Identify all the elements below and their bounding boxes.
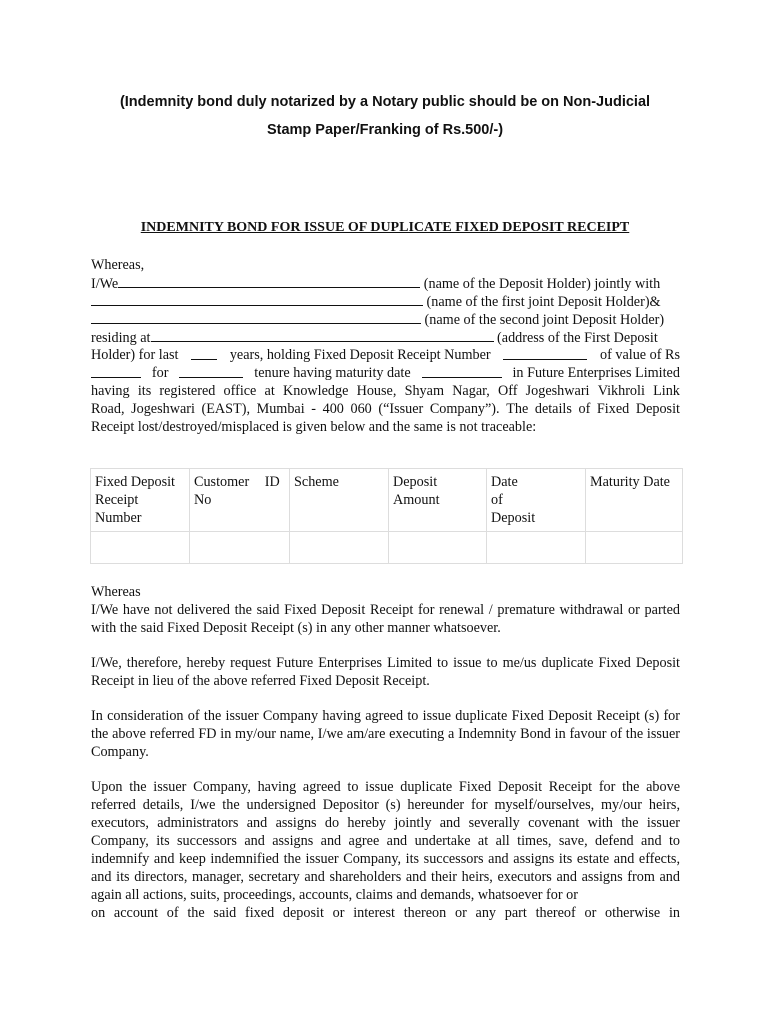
scheme-cell[interactable] <box>290 532 389 564</box>
holder-for-last-label: Holder) for last <box>91 347 179 363</box>
header-text: Number <box>95 510 142 526</box>
paragraph-consideration: In consideration of the issuer Company having agreed to issue duplicate Fixed Deposit Receipt (s) for the above referred FD in my/our name, I/we am/are executing a Indemnity Bond in favour of the issuer Company. <box>91 708 680 760</box>
word: Deposit <box>635 401 680 417</box>
address-label: (address of the First Deposit <box>497 330 658 346</box>
maturity-date-blank[interactable] <box>422 364 502 378</box>
word: thereof <box>535 905 576 921</box>
word: in <box>668 905 680 921</box>
word: office <box>223 383 257 399</box>
word: details <box>534 401 572 417</box>
table-row <box>91 532 683 564</box>
word: Jogeshwari <box>525 383 590 399</box>
word: Jogeshwari <box>131 401 195 417</box>
header-text: Scheme <box>294 474 339 490</box>
word: The <box>506 401 529 417</box>
word: Fixed <box>596 401 630 417</box>
word: 400 <box>322 401 344 417</box>
word: otherwise <box>605 905 661 921</box>
word: (“Issuer <box>378 401 424 417</box>
customer-id-cell[interactable] <box>190 532 290 564</box>
header-fd-receipt-number <box>91 469 190 532</box>
deposit-date-cell[interactable] <box>487 532 586 564</box>
header-text: Deposit <box>491 510 536 526</box>
word: 060 <box>350 401 372 417</box>
word: its <box>137 383 152 399</box>
header-text: No <box>194 492 212 508</box>
header-customer-id <box>190 469 290 532</box>
header-text: Customer ID <box>194 474 280 490</box>
word: said <box>213 905 237 921</box>
maturity-date-cell[interactable] <box>586 532 683 564</box>
paragraph-indemnity-last-line <box>91 904 680 922</box>
second-joint-label: (name of the second joint Deposit Holder) <box>424 312 665 328</box>
word: - <box>311 401 316 417</box>
header-text: Date of <box>491 474 518 508</box>
word: Road, <box>91 401 125 417</box>
details-intro: Receipt lost/destroyed/misplaced is given below and the same is not traceable: <box>91 419 537 435</box>
word: or <box>332 905 345 921</box>
header-deposit-amount <box>389 469 487 532</box>
word: Company”). <box>429 401 500 417</box>
word: on <box>91 905 106 921</box>
word: at <box>264 383 275 399</box>
paragraph-request: I/We, therefore, hereby request Future Enterprises Limited to issue to me/us duplicate Fixed Deposit Receipt in lieu of the above referred Fixed Deposit Receipt. <box>91 655 680 689</box>
address-blank[interactable] <box>151 328 494 342</box>
residing-at-label: residing at <box>91 330 151 346</box>
table-header-row <box>91 469 683 532</box>
word: any <box>475 905 497 921</box>
years-holding-label: years, holding Fixed Deposit Receipt Number <box>229 347 491 363</box>
fixed-deposit-table <box>90 468 683 564</box>
word: registered <box>159 383 216 399</box>
word: Shyam <box>404 383 444 399</box>
stamp-note-line-1: (Indemnity bond duly notarized by a Notary public should be on Non-Judicial <box>119 94 651 110</box>
word: of <box>578 401 591 417</box>
word: or <box>584 905 597 921</box>
header-text: Maturity Date <box>590 474 670 490</box>
header-text: Fixed Deposit <box>95 474 175 490</box>
word: Vikhroli <box>597 383 645 399</box>
header-maturity-date <box>586 469 683 532</box>
word: the <box>187 905 205 921</box>
word: deposit <box>282 905 324 921</box>
first-joint-holder-blank[interactable] <box>91 292 423 306</box>
deposit-amount-cell[interactable] <box>389 532 487 564</box>
word: House, <box>356 383 397 399</box>
receipt-number-blank[interactable] <box>503 346 587 360</box>
word: thereon <box>403 905 447 921</box>
header-date-of-deposit <box>487 469 586 532</box>
form-section <box>91 256 680 436</box>
paragraph-not-delivered: I/We have not delivered the said Fixed Deposit Receipt for renewal / premature withdrawal or parted with the said Fixed Deposit Receipt (s) in any other manner whatsoever. <box>91 602 680 636</box>
deposit-holder-label: (name of the Deposit Holder) jointly with <box>423 276 661 292</box>
header-scheme <box>290 469 389 532</box>
paragraphs-section <box>91 583 680 922</box>
registered-office-line <box>91 382 680 400</box>
header-text: Amount <box>393 492 440 508</box>
second-joint-holder-blank[interactable] <box>91 310 421 324</box>
word: or <box>454 905 467 921</box>
years-blank[interactable] <box>191 346 217 360</box>
word: fixed <box>245 905 275 921</box>
word: Link <box>653 383 680 399</box>
tenure-blank[interactable] <box>179 364 243 378</box>
word: (EAST), <box>201 401 250 417</box>
stamp-note-line-2: Stamp Paper/Franking of Rs.500/-) <box>266 122 504 138</box>
word: interest <box>353 905 395 921</box>
deposit-holder-name-blank[interactable] <box>118 274 420 288</box>
word: Knowledge <box>282 383 349 399</box>
tenure-label: tenure having maturity date <box>254 365 411 381</box>
word: Off <box>498 383 518 399</box>
value-of-label: of value of Rs <box>600 347 680 363</box>
value-blank[interactable] <box>91 364 141 378</box>
document-title: INDEMNITY BOND FOR ISSUE OF DUPLICATE FIXED DEPOSIT RECEIPT <box>140 220 630 235</box>
company-label: in Future Enterprises Limited <box>512 365 680 381</box>
fd-number-cell[interactable] <box>91 532 190 564</box>
word: of <box>166 905 179 921</box>
word: having <box>91 383 130 399</box>
whereas-heading: Whereas <box>91 584 141 600</box>
word: part <box>504 905 527 921</box>
header-text: Receipt <box>95 492 139 508</box>
for-label: for <box>151 365 169 381</box>
whereas-label: Whereas, <box>91 257 145 273</box>
address-line <box>91 400 680 418</box>
word: Nagar, <box>452 383 490 399</box>
paragraph-indemnity: Upon the issuer Company, having agreed to issue duplicate Fixed Deposit Receipt for the above referred details, I/we the undersigned Depositor (s) hereunder for myself/ourselves, my/our heirs, executors, administrators and assigns do hereby jointly and severally covenant with the issuer Company, its successors and assigns and agree and undertake at all times, save, defend and to indemnify and keep indemnified the issuer Company, its successors and assigns its estate and effects, and its directors, manager, secretary and shareholders and their heirs, executors and assigns from and again all actions, suits, proceedings, accounts, claims and demands, whatsoever for or <box>91 779 680 903</box>
first-joint-label: (name of the first joint Deposit Holder)& <box>426 294 661 310</box>
word: Mumbai <box>256 401 305 417</box>
word: account <box>113 905 159 921</box>
iwe-label: I/We <box>91 276 119 292</box>
header-text: Deposit <box>393 474 438 490</box>
